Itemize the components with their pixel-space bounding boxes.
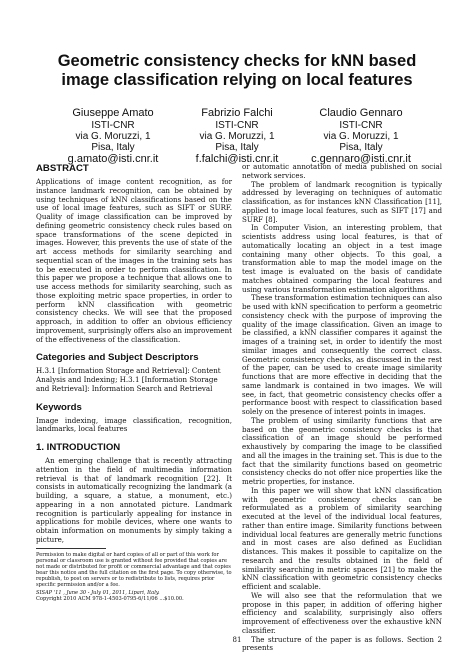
author-name: Giuseppe Amato [72, 107, 154, 119]
footnote-rule [36, 548, 106, 549]
body-paragraph: In Computer Vision, an interesting problem, that scientists address using local features, is that of automatically locating an object in a test image containing many other objects. To this goal, a transformation able to map the model image on the test image is evaluated on the basis of candidate matches obtained comparing the local features and using various transformation estimation algorithms. [242, 223, 442, 294]
author-city: Pisa, Italy [339, 142, 383, 153]
categories-heading: Categories and Subject Descriptors [36, 352, 199, 364]
permission-text: Permission to make digital or hard copies of all or part of this work for personal or classroom use is granted without fee provided that copies are not made or distributed for profit or commercial advantage and that copies bear this notice and the full citation on the first page. To copy otherwise, to republish, to post on servers or to redistribute to lists, requires prior specific permission and/or a fee. [36, 552, 232, 589]
page-number: 81 [232, 636, 242, 644]
body-paragraph: or automatic annotation of media published on social network services. [242, 162, 442, 180]
abstract-text: Applications of image content recognition, as for instance landmark recognition, can be obtained by using techniques of kNN classifications based on the use of local image features, such as SIFT or SURF. Quality of image classification can be improved by defining geometric consistency check rules based on space transformations of the scene depicted in images. However, this prevents the use of state of the art access methods for similarity searching and sequential scan of the images in the training sets has to be executed in order to perform classification. In this paper we propose a technique that allows one to use access methods for similarity searching, such as those exploiting metric space properties, in order to perform kNN classification with geometric consistency checks. We will see that the proposed approach, in addition to offer an obvious efficiency improvement, surprisingly offers also an improvement of the effectiveness of the classification. [36, 177, 232, 344]
author-address: via G. Moruzzi, 1 [75, 131, 151, 142]
author-email: f.falchi@isti.cnr.it [195, 153, 279, 165]
abstract-heading: ABSTRACT [36, 163, 89, 174]
right-column [242, 163, 442, 653]
body-paragraph: In this paper we will show that kNN classification with geometric consistency checks can be reformulated as a problem of similarity searching executed at the level of the individual local features, rather than entire image. Similarity functions between individual local features are generally metric functions and in most cases are also defined as Euclidian distances. This makes it possible to capitalize on the research and the results obtained in the field of similarity searching in metric spaces [21] to make the kNN classification with geometric consistency checks efficient and scalable. [242, 485, 442, 591]
author-org: ISTI-CNR [215, 120, 259, 131]
body-paragraph: The structure of the paper is as follows. Section 2 presents [242, 634, 442, 653]
author-email: g.amato@isti.cnr.it [67, 153, 159, 165]
author-address: via G. Moruzzi, 1 [323, 131, 399, 142]
author-address: via G. Moruzzi, 1 [199, 131, 275, 142]
author-name: Claudio Gennaro [319, 107, 403, 119]
author-org: ISTI-CNR [339, 120, 383, 131]
author-email: c.gennaro@isti.cnr.it [311, 153, 411, 165]
author-city: Pisa, Italy [91, 142, 135, 153]
title-line-1: Geometric consistency checks for kNN based [57, 52, 417, 70]
body-paragraph: We will also see that the reformulation that we propose in this paper, in addition of offering higher efficiency and scalability, surprisingly also offers improvement of effectiveness over the exhaustive kNN classifier. [242, 590, 442, 635]
introduction-paragraph: An emerging challenge that is recently attracting attention in the field of multimedia information retrieval is that of landmark recognition [22]. It consists in automatically recognizing the landmark (a building, a square, a statue, a monument, etc.) appearing in a non annotated picture. Landmark recognition is particularly appealing for instance in applications for mobile devices, where one wants to obtain information on monuments by simply taking a picture, [36, 456, 232, 544]
author-name: Fabrizio Falchi [201, 107, 273, 119]
body-paragraph: The problem of landmark recognition is typically addressed by leveraging on techniques of automatic classification, as for instances kNN Classification [11], applied to image local features, such as SIFT [17] and SURF [8]. [242, 179, 442, 224]
body-paragraph: The problem of using similarity functions that are based on the geometric consistency checks is that classification of an image should be performed exhaustively by comparing the image to be classified and all the images in the training set. This is due to the fact that the similarity functions based on geometric consistency checks do not offer nice properties like the metric properties, for instance. [242, 415, 442, 486]
author-city: Pisa, Italy [215, 142, 259, 153]
left-column [36, 163, 232, 545]
author-block-3 [286, 107, 436, 166]
author-org: ISTI-CNR [91, 120, 135, 131]
keywords-text: Image indexing, image classification, recognition, landmarks, local features [36, 415, 232, 434]
paper-title [0, 52, 474, 90]
copyright-footnote [36, 548, 232, 602]
copyright-text: Copyright 2010 ACM 978-1-4503-0795-6/11/06 ...$10.00. [36, 596, 184, 603]
title-line-2: image classification relying on local features [61, 71, 413, 89]
body-paragraph: These transformation estimation techniques can also be used with kNN specification to perform a geometric consistency check with the purpose of improving the quality of the image classification. Given an image to be classified, a kNN classifier compares it against the images of a training set, in order to identify the most similar images and consequently the correct class. Geometric consistency checks, as discussed in the rest of the paper, can be used to create image similarity functions that are more effective in deciding that the same landmark is contained in two images. We will see, in fact, that geometric consistency checks offer a performance boost with respect to classification based solely on the presence of interest points in images. [242, 293, 442, 416]
conference-info: SISAP '11 , June 30 - July 01, 2011, Lipari, Italy. [36, 590, 160, 597]
categories-text: H.3.1 [Information Storage and Retrieval]: Content Analysis and Indexing; H.3.1 [Information Storage and Retrieval]: Information Search and Retrieval [36, 366, 221, 393]
keywords-heading: Keywords [36, 401, 82, 413]
introduction-heading: 1. INTRODUCTION [36, 442, 121, 453]
